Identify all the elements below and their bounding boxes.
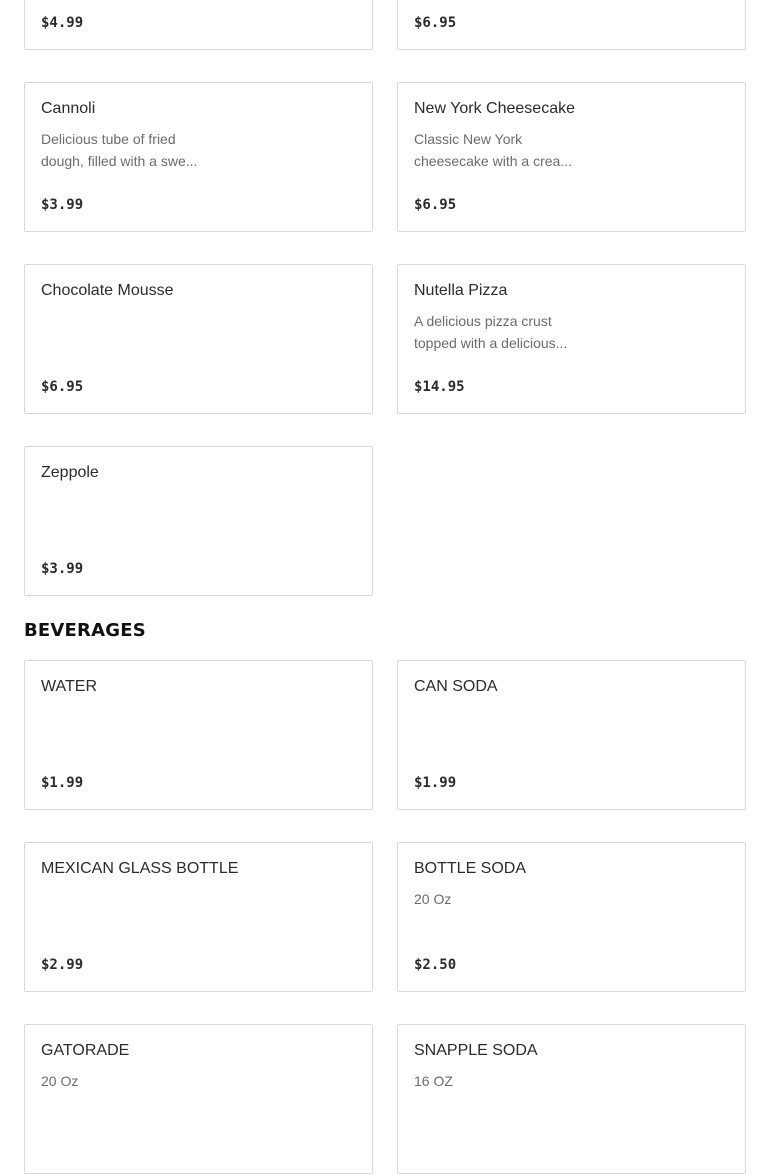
menu-item-water[interactable] xyxy=(24,660,373,810)
menu-item-snapple-soda[interactable] xyxy=(397,1024,746,1174)
item-price: $1.99 xyxy=(414,775,457,791)
item-description: Delicious tube of fried dough, filled with a swe... xyxy=(41,131,198,169)
menu-item-mexican-glass-bottle[interactable] xyxy=(24,842,373,992)
menu-item-nutella-pizza[interactable] xyxy=(397,264,746,414)
item-price: $4.99 xyxy=(41,15,84,31)
menu-item-zeppole[interactable] xyxy=(24,446,373,596)
section-title-beverages: BEVERAGES xyxy=(24,620,146,641)
menu-item-card[interactable] xyxy=(397,0,746,50)
menu-item-gatorade[interactable] xyxy=(24,1024,373,1174)
item-name: MEXICAN GLASS BOTTLE xyxy=(41,860,239,877)
item-price: $3.99 xyxy=(41,197,84,213)
item-price: $6.95 xyxy=(414,197,457,213)
item-price: $6.95 xyxy=(414,15,457,31)
item-name: Zeppole xyxy=(41,464,99,481)
item-name: BOTTLE SODA xyxy=(414,860,527,877)
item-price: $6.95 xyxy=(41,379,84,395)
item-name: Cannoli xyxy=(41,100,96,117)
item-name: New York Cheesecake xyxy=(414,100,575,117)
item-name: GATORADE xyxy=(41,1042,130,1059)
item-description: Classic New York cheesecake with a crea... xyxy=(414,131,572,169)
item-price: $14.95 xyxy=(414,379,465,395)
menu-item-new-york-cheesecake[interactable] xyxy=(397,82,746,232)
item-price: $2.99 xyxy=(41,957,84,973)
item-name: Nutella Pizza xyxy=(414,282,508,299)
item-name: CAN SODA xyxy=(414,678,498,695)
menu-item-can-soda[interactable] xyxy=(397,660,746,810)
item-description: 16 OZ xyxy=(414,1073,453,1089)
menu-item-cannoli[interactable] xyxy=(24,82,373,232)
item-description: 20 Oz xyxy=(414,891,452,907)
menu-item-chocolate-mousse[interactable] xyxy=(24,264,373,414)
menu-item-bottle-soda[interactable] xyxy=(397,842,746,992)
item-price: $1.99 xyxy=(41,775,84,791)
item-name: Chocolate Mousse xyxy=(41,282,174,299)
item-price: $3.99 xyxy=(41,561,84,577)
item-price: $2.50 xyxy=(414,957,457,973)
menu-item-card[interactable] xyxy=(24,0,373,50)
item-description: 20 Oz xyxy=(41,1073,79,1089)
item-name: WATER xyxy=(41,678,97,695)
item-name: SNAPPLE SODA xyxy=(414,1042,538,1059)
item-description: A delicious pizza crust topped with a delicious... xyxy=(414,313,568,351)
